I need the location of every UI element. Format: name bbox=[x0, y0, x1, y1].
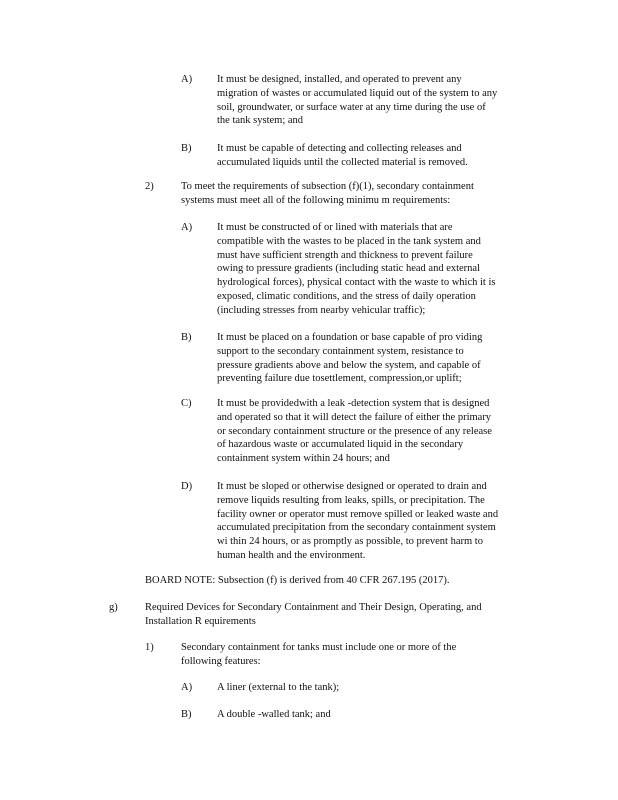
item-text: It must be designed, installed, and operated to prevent any migration of wastes or accumulated liquid out of the system to any soil, groundwater, or surface water at any time during the use of the tank system; and bbox=[217, 74, 498, 127]
item-label: B) bbox=[181, 709, 192, 720]
section-heading: Required Devices for Secondary Containment and Their Design, Operating, and Installation R equirements bbox=[145, 602, 482, 627]
item-text: It must be constructed of or lined with materials that are compatible with the wastes to be placed in the tank system and must have sufficient strength and thickness to prevent failure owing to pressure gradients (including static head and external hydrological forces), physical contact with the waste to which it is exposed, climatic conditions, and the stress of daily operation (including stresses from nearby vehicular traffic); bbox=[217, 222, 496, 316]
section-label: g) bbox=[109, 602, 118, 613]
board-note: BOARD NOTE: Subsection (f) is derived from 40 CFR 267.195 (2017). bbox=[145, 575, 450, 586]
item-label: D) bbox=[181, 481, 193, 492]
item-label: 2) bbox=[145, 181, 154, 192]
item-label: A) bbox=[181, 682, 193, 693]
item-label: A) bbox=[181, 74, 193, 85]
item-text: It must be providedwith a leak -detection system that is designed and operated so that it will detect the failure of either the primary or secondary containment structure or the presence of any release of hazardous waste or accumulated liquid in the secondary containment system within 24 hours; and bbox=[217, 398, 492, 465]
item-label: C) bbox=[181, 398, 192, 409]
item-text: It must be placed on a foundation or base capable of pro viding support to the secondary containment system, resistance to pressure gradients above and below the system, and capable of preventing failure due tosettlement, compression,or uplift; bbox=[217, 332, 483, 385]
item-label: B) bbox=[181, 332, 192, 343]
item-label: 1) bbox=[145, 642, 154, 653]
item-text: A liner (external to the tank); bbox=[217, 682, 340, 693]
item-text: A double -walled tank; and bbox=[217, 709, 331, 720]
item-text: It must be sloped or otherwise designed or operated to drain and remove liquids resulting from leaks, spills, or precipitation. The facility owner or operator must remove spilled or leaked waste and accumulated precipitation from the secondary containment system wi thin 24 hours, or as promptly as possible, to prevent harm to human health and the environment. bbox=[217, 481, 499, 561]
item-text: To meet the requirements of subsection (f)(1), secondary containment systems must meet all of the following minimu m requirements: bbox=[181, 181, 474, 206]
item-label: A) bbox=[181, 222, 193, 233]
item-text: Secondary containment for tanks must include one or more of the following features: bbox=[181, 642, 457, 667]
item-label: B) bbox=[181, 143, 192, 154]
item-text: It must be capable of detecting and collecting releases and accumulated liquids until the collected material is removed. bbox=[217, 143, 468, 168]
